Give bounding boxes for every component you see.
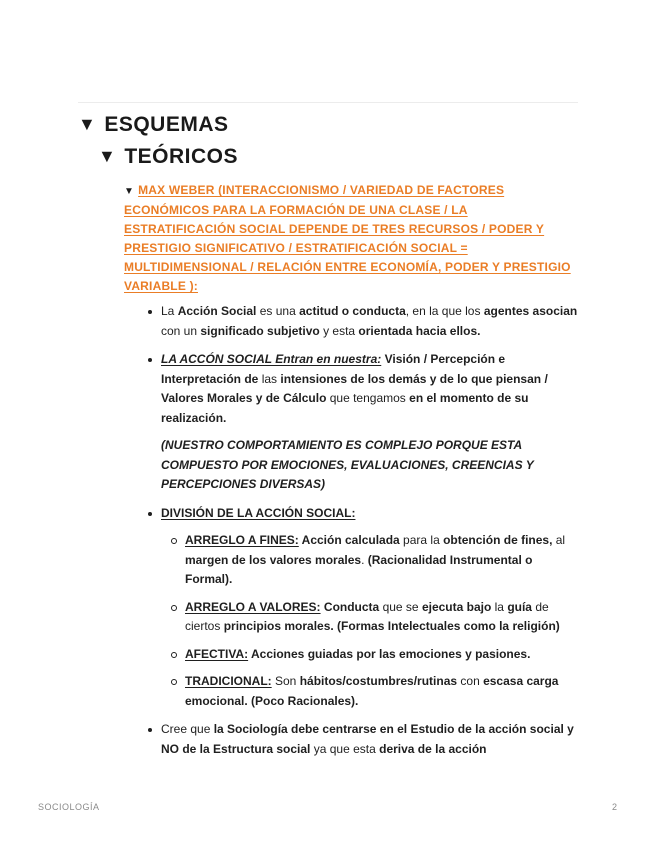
footer-section: SOCIOLOGÍA [38, 802, 100, 812]
sub-item-valores: ARREGLO A VALORES: Conducta que se ejecuta bajo la guía de ciertos principios morales. (Formas Intelectuales como la religión) [161, 598, 580, 637]
sub-item-tradicional: TRADICIONAL: Son hábitos/costumbres/rutinas con escasa carga emocional. (Poco Racionales). [161, 672, 580, 711]
list-item-accion-social: La Acción Social es una actitud o conducta, en la que los agentes asocian con un significado subjetivo y esta orientada hacia ellos. [146, 302, 580, 341]
list-item-division [146, 504, 580, 712]
toggle-triangle-icon[interactable]: ▼ [78, 114, 97, 134]
content-body [146, 302, 580, 768]
heading-max-weber[interactable] [124, 181, 574, 296]
italic-note: (NUESTRO COMPORTAMIENTO ES COMPLEJO PORQUE ESTA COMPUESTO POR EMOCIONES, EVALUACIONES, CREENCIAS Y PERCEPCIONES DIVERSAS) [161, 438, 534, 491]
item-label: DIVISIÓN DE LA ACCIÓN SOCIAL: [161, 505, 356, 520]
list-item-entran: LA ACCÓN SOCIAL Entran en nuestra: Visión / Percepción e Interpretación de las intensiones de los demás y de lo que piensan / Valores Morales y de Cálculo que tengamos en el momento de su realización. (NUESTRO COMPORTAMIENTO ES COMPLEJO PORQUE ESTA COMPUESTO POR EMOCIONES, EVALUACIONES, CREENCIAS Y PERCEPCIONES DIVERSAS) [146, 350, 580, 495]
toggle-triangle-icon[interactable]: ▼ [98, 146, 117, 166]
heading-esquemas-text: ESQUEMAS [104, 113, 229, 136]
bullet-list [146, 302, 580, 759]
divider [78, 102, 578, 103]
page-number: 2 [611, 802, 617, 812]
list-item-sociologia: Cree que la Sociología debe centrarse en el Estudio de la acción social y NO de la Estructura social ya que esta deriva de la acción [146, 720, 580, 759]
heading-esquemas[interactable] [78, 113, 229, 137]
sub-item-fines: ARREGLO A FINES: Acción calculada para la obtención de fines, al margen de los valores morales. (Racionalidad Instrumental o Formal). [161, 531, 580, 590]
item-label: LA ACCÓN SOCIAL Entran en nuestra: [161, 352, 382, 366]
sub-item-afectiva: AFECTIVA: Acciones guiadas por las emociones y pasiones. [161, 645, 580, 665]
heading-teoricos[interactable] [98, 145, 238, 169]
heading-max-weber-text: MAX WEBER (INTERACCIONISMO / VARIEDAD DE FACTORES ECONÓMICOS PARA LA FORMACIÓN DE UNA CLASE / LA ESTRATIFICACIÓN SOCIAL DEPENDE DE TRES RECURSOS / PODER Y PRESTIGIO SIGNIFICATIVO / ESTRATIFICACIÓN SOCIAL = MULTIDIMENSIONAL / RELACIÓN ENTRE ECONOMÍA, PODER Y PRESTIGIO VARIABLE ): [124, 183, 571, 293]
heading-teoricos-text: TEÓRICOS [124, 145, 239, 168]
toggle-triangle-icon[interactable]: ▼ [124, 186, 135, 197]
sub-list [161, 531, 580, 711]
